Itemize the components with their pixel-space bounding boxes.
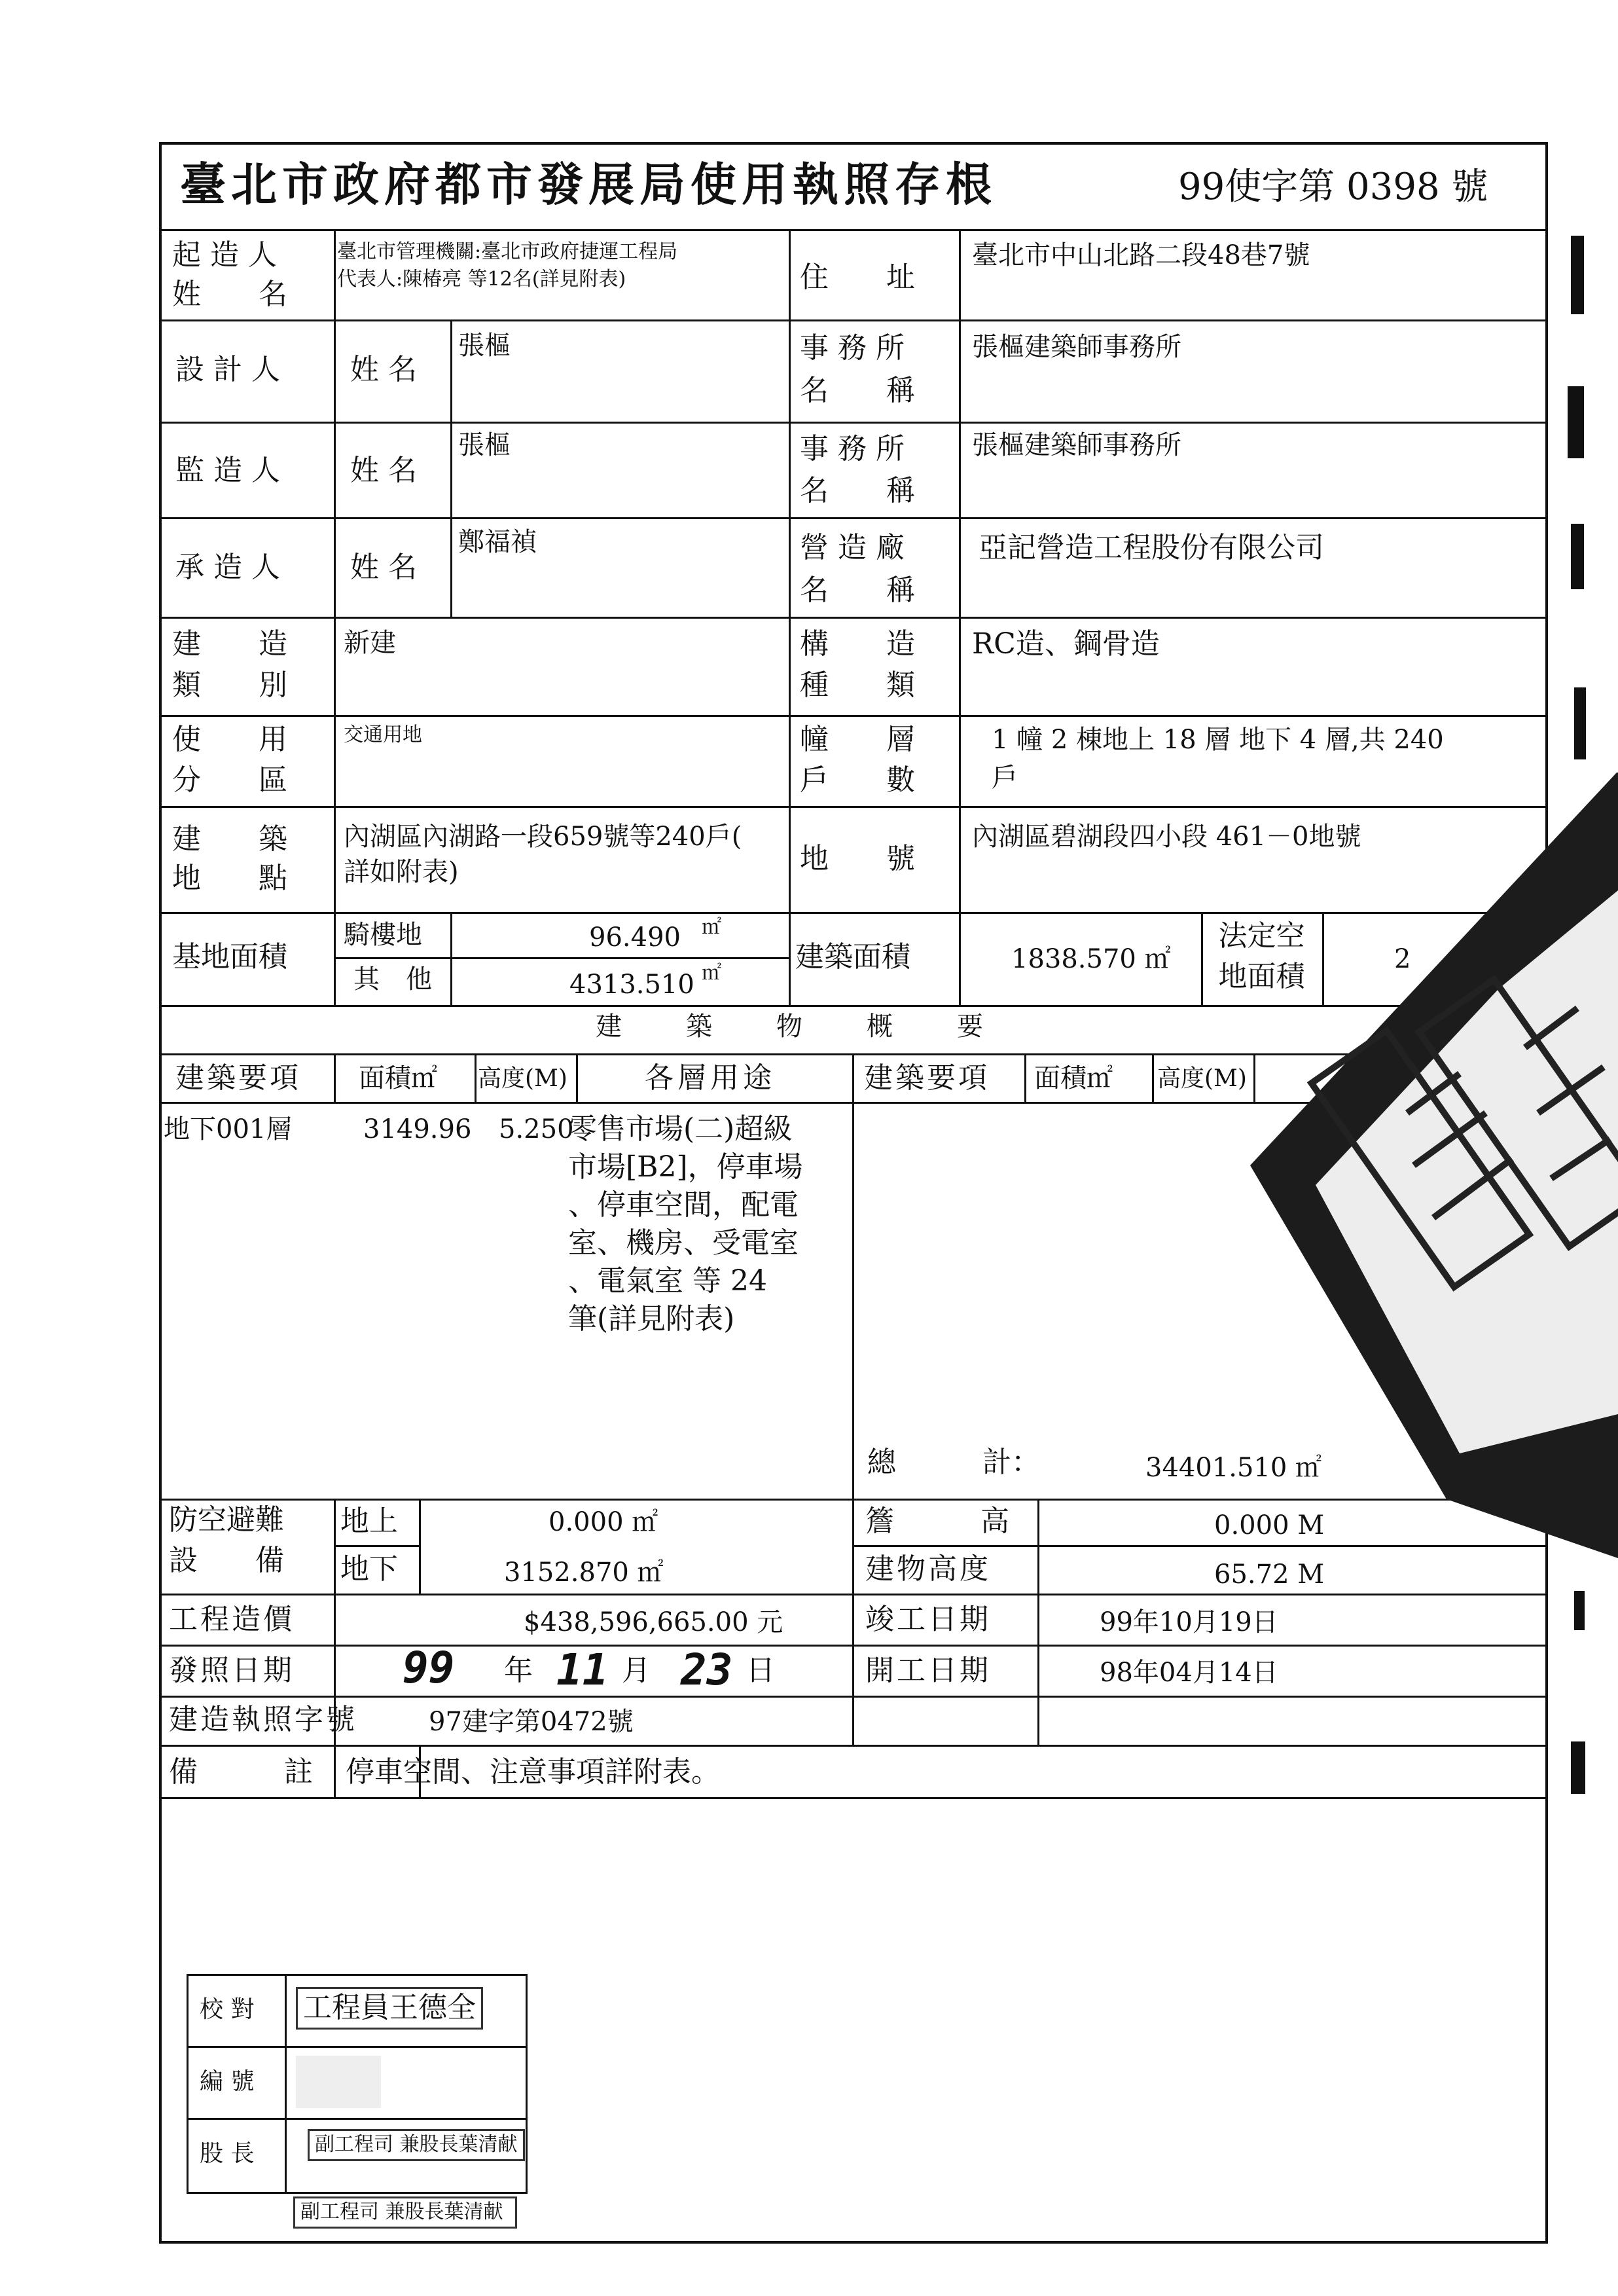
location-line1: 內湖區內湖路一段659號等240戶(	[344, 822, 742, 852]
floor-b1: 地下001層	[164, 1114, 293, 1144]
remark-value: 停車空間、注意事項詳附表。	[346, 1755, 720, 1789]
issue-day: 23	[681, 1645, 733, 1695]
edge-mark	[1574, 1591, 1585, 1630]
contractor-name-label: 姓 名	[350, 551, 417, 584]
permit-value: 97建字第0472號	[429, 1707, 634, 1737]
shelter-above: 0.000 ㎡	[548, 1507, 658, 1537]
building-type-label: 建 造	[172, 627, 287, 661]
other-unit: ㎡	[702, 962, 721, 985]
permit-label: 建造執照字號	[169, 1703, 357, 1736]
number-seal-faded	[296, 2056, 381, 2108]
zoning: 交通用地	[344, 723, 422, 746]
floors-label: 幢 層	[800, 723, 915, 756]
shelter-label: 防空避難	[169, 1503, 284, 1537]
col-item-right: 建築要項	[864, 1061, 990, 1095]
floor-b1-use-4: 室、機房、受電室	[568, 1226, 799, 1260]
contractor-office-label: 營 造 廠	[800, 531, 905, 564]
open-space-area: 2	[1394, 944, 1411, 974]
location-label-2: 地 點	[172, 862, 287, 895]
chief-seal: 副工程司 兼股長葉清献	[308, 2129, 525, 2161]
building-height-label: 建物高度	[865, 1552, 991, 1586]
location-label: 建 築	[172, 822, 287, 856]
issue-month: 11	[556, 1645, 609, 1695]
shelter-below: 3152.870 ㎡	[504, 1558, 664, 1588]
owner-address: 臺北市中山北路二段48巷7號	[972, 240, 1310, 270]
total-label: 總 計：	[867, 1446, 1040, 1479]
designer-office-label: 事 務 所	[800, 331, 905, 365]
month-label: 月	[622, 1654, 651, 1687]
contractor-office-label-2: 名 稱	[800, 574, 915, 607]
owner-label: 起 造 人	[172, 238, 277, 272]
supervisor-office-label-2: 名 稱	[800, 474, 915, 507]
shelter-below-label: 地下	[340, 1552, 398, 1586]
zoning-label: 使 用	[172, 723, 287, 756]
designer-office-label-2: 名 稱	[800, 374, 915, 407]
day-label: 日	[746, 1654, 775, 1687]
address-label: 住 址	[800, 261, 915, 294]
other-label: 其 他	[353, 964, 432, 994]
other-area: 4313.510	[569, 970, 694, 1000]
floor-b1-use-3: 、停車空間，配電	[568, 1188, 799, 1222]
designer-label: 設 計 人	[175, 353, 280, 386]
designer-office: 張樞建築師事務所	[972, 332, 1181, 362]
shelter-label-2: 設 備	[169, 1544, 284, 1577]
contractor-name: 鄭福禎	[458, 527, 537, 557]
owner-line2: 代表人:陳椿亮 等12名(詳見附表)	[337, 268, 626, 291]
supervisor-name-label: 姓 名	[350, 454, 417, 487]
floor-b1-use-1: 零售市場(二)超級	[568, 1112, 793, 1146]
open-space-label-2: 地面積	[1218, 960, 1305, 993]
edge-mark	[1571, 236, 1584, 314]
check-label: 校 對	[200, 1996, 255, 2023]
floor-b1-use-6: 筆(詳見附表)	[568, 1302, 735, 1336]
owner-name-label: 姓 名	[172, 278, 287, 311]
supervisor-office: 張樞建築師事務所	[972, 430, 1181, 460]
completion-date: 99年10月19日	[1100, 1607, 1278, 1637]
contractor-label: 承 造 人	[175, 551, 280, 584]
start-date-label: 開工日期	[865, 1654, 991, 1687]
floor-b1-area: 3149.96	[363, 1114, 472, 1144]
summary-title: 建 築 物 概 要	[596, 1011, 987, 1042]
building-area: 1838.570 ㎡	[1011, 944, 1171, 974]
floors-label-2: 戶 數	[800, 763, 915, 797]
arcade-unit: ㎡	[702, 916, 721, 939]
building-type: 新建	[344, 628, 396, 658]
edge-mark	[1574, 687, 1586, 759]
cost-label: 工程造價	[169, 1603, 295, 1636]
structure-label: 構 造	[800, 627, 915, 661]
structure-label-2: 種 類	[800, 668, 915, 702]
start-date: 98年04月14日	[1100, 1658, 1278, 1688]
owner-line1: 臺北市管理機關:臺北市政府捷運工程局	[337, 240, 678, 263]
edge-mark	[1571, 524, 1584, 589]
issue-date-label: 發照日期	[169, 1654, 295, 1687]
lot-number: 內湖區碧湖段四小段 461－0地號	[972, 822, 1361, 852]
structure-type: RC造、鋼骨造	[972, 627, 1160, 661]
building-area-label: 建築面積	[795, 940, 910, 974]
edge-mark	[1571, 1741, 1585, 1794]
number-label: 編 號	[200, 2068, 255, 2095]
chief-label: 股 長	[200, 2140, 255, 2167]
year-label: 年	[504, 1654, 533, 1687]
eave-height: 0.000 M	[1214, 1510, 1325, 1540]
floor-b1-height: 5.250	[499, 1114, 574, 1144]
floor-b1-use-2: 市場[B2]，停車場	[568, 1150, 803, 1184]
designer-name-label: 姓 名	[350, 353, 417, 386]
chief-seal-lower: 副工程司 兼股長葉清献	[293, 2196, 517, 2229]
floors-2: 戶	[992, 763, 1018, 793]
supervisor-label: 監 造 人	[175, 454, 280, 487]
col-height-right: 高度(M)	[1157, 1065, 1247, 1092]
floors-1: 1 幢 2 棟地上 18 層 地下 4 層,共 240	[992, 725, 1444, 755]
col-area-left: 面積㎡	[359, 1063, 437, 1093]
total-area: 34401.510 ㎡	[1145, 1453, 1322, 1483]
lot-label: 地 號	[800, 842, 915, 875]
floor-b1-use-5: 、電氣室 等 24	[568, 1264, 767, 1298]
issue-year: 99	[403, 1643, 455, 1693]
col-item-left: 建築要項	[175, 1061, 301, 1095]
designer-name: 張樞	[458, 331, 511, 361]
remark-label: 備 註	[169, 1755, 313, 1789]
col-area-right: 面積㎡	[1034, 1063, 1113, 1093]
permit-number: 99使字第 0398 號	[1178, 166, 1488, 208]
arcade-area: 96.490	[589, 922, 681, 953]
open-space-label: 法定空	[1218, 919, 1305, 953]
col-height-left: 高度(M)	[478, 1065, 567, 1092]
col-use-left: 各層用途	[645, 1061, 776, 1095]
building-type-label-2: 類 別	[172, 668, 287, 702]
shelter-above-label: 地上	[340, 1504, 398, 1538]
diagonal-seal-stamp	[1211, 773, 1618, 1558]
edge-mark	[1568, 386, 1584, 458]
checker-seal: 工程員王德全	[296, 1987, 483, 2030]
supervisor-office-label: 事 務 所	[800, 432, 905, 465]
supervisor-name: 張樞	[458, 430, 511, 460]
completion-label: 竣工日期	[865, 1603, 991, 1636]
site-area-label: 基地面積	[172, 940, 287, 974]
cost-value: $438,596,665.00 元	[524, 1607, 783, 1637]
building-height: 65.72 M	[1214, 1559, 1325, 1590]
zoning-label-2: 分 區	[172, 763, 287, 797]
eave-label: 簷 高	[865, 1504, 1009, 1538]
arcade-label: 騎樓地	[344, 920, 422, 950]
location-line2: 詳如附表)	[344, 857, 459, 887]
contractor-company: 亞記營造工程股份有限公司	[979, 531, 1324, 564]
page-title: 臺北市政府都市發展局使用執照存根	[180, 157, 997, 211]
